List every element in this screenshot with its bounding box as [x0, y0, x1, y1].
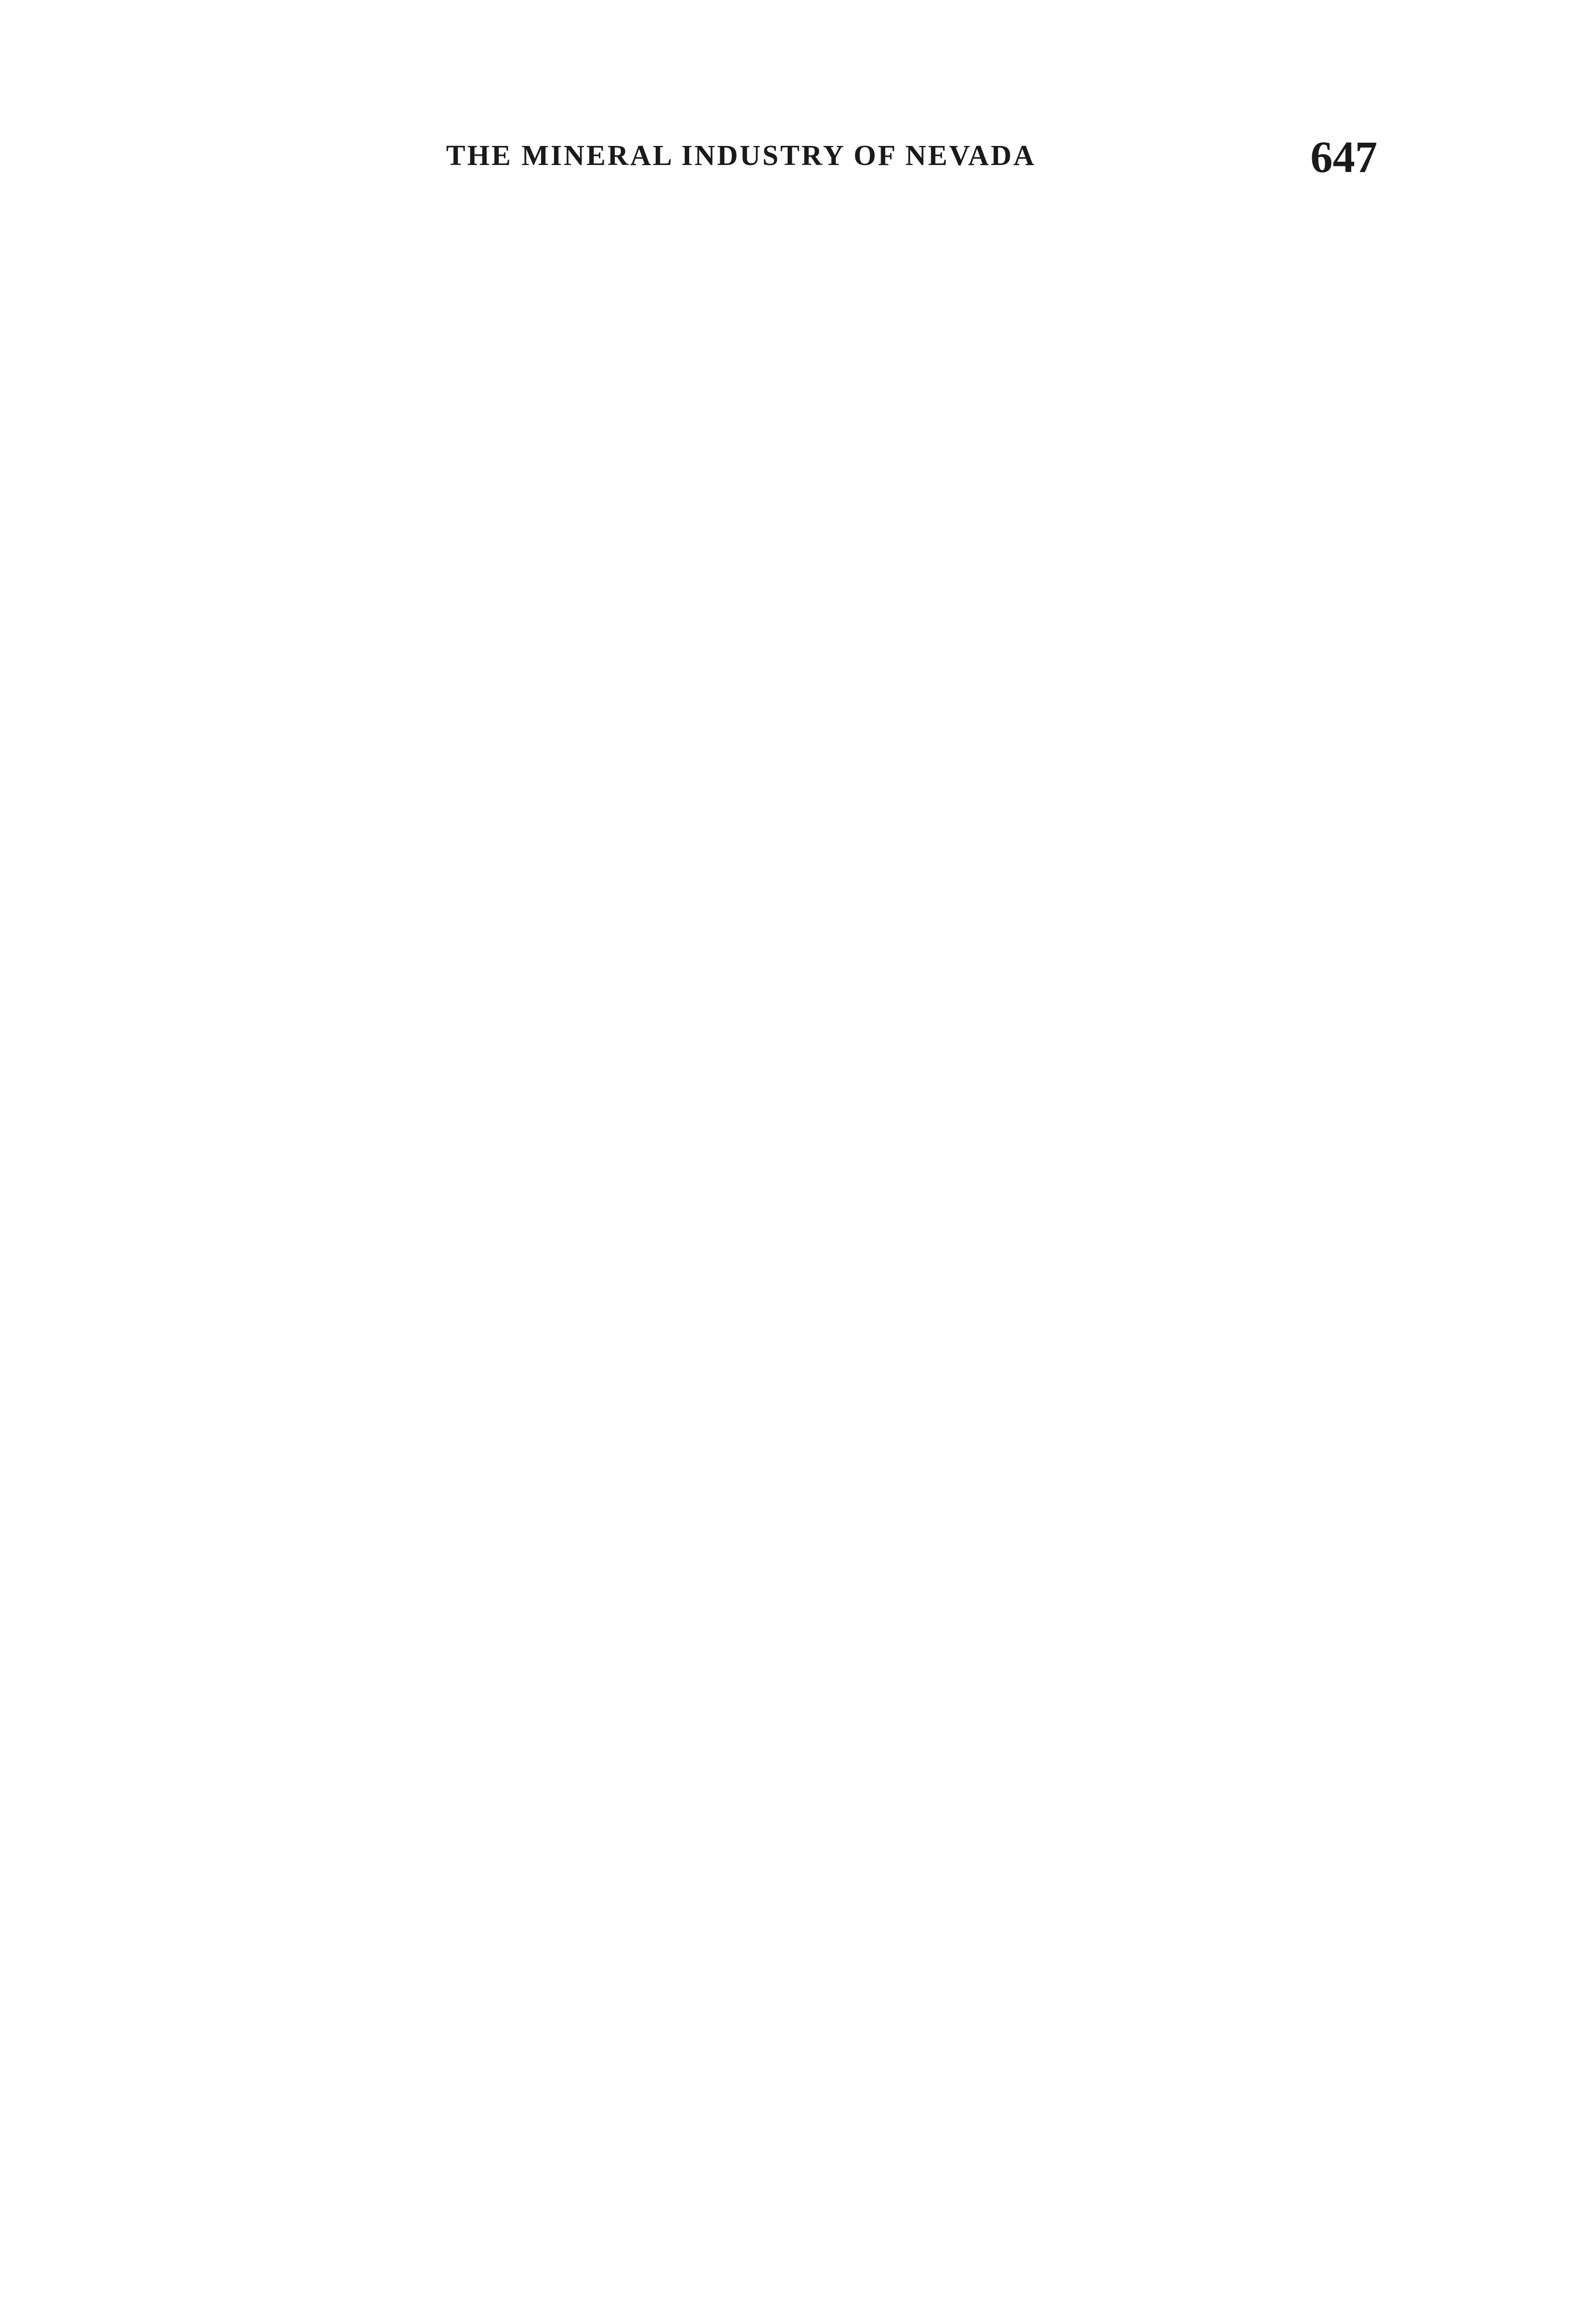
page-number: 647: [1310, 132, 1377, 182]
page-header: [0, 0, 1592, 232]
table-footnotes: [697, 1162, 1394, 1627]
running-head: THE MINERAL INDUSTRY OF NEVADA: [446, 140, 1036, 172]
